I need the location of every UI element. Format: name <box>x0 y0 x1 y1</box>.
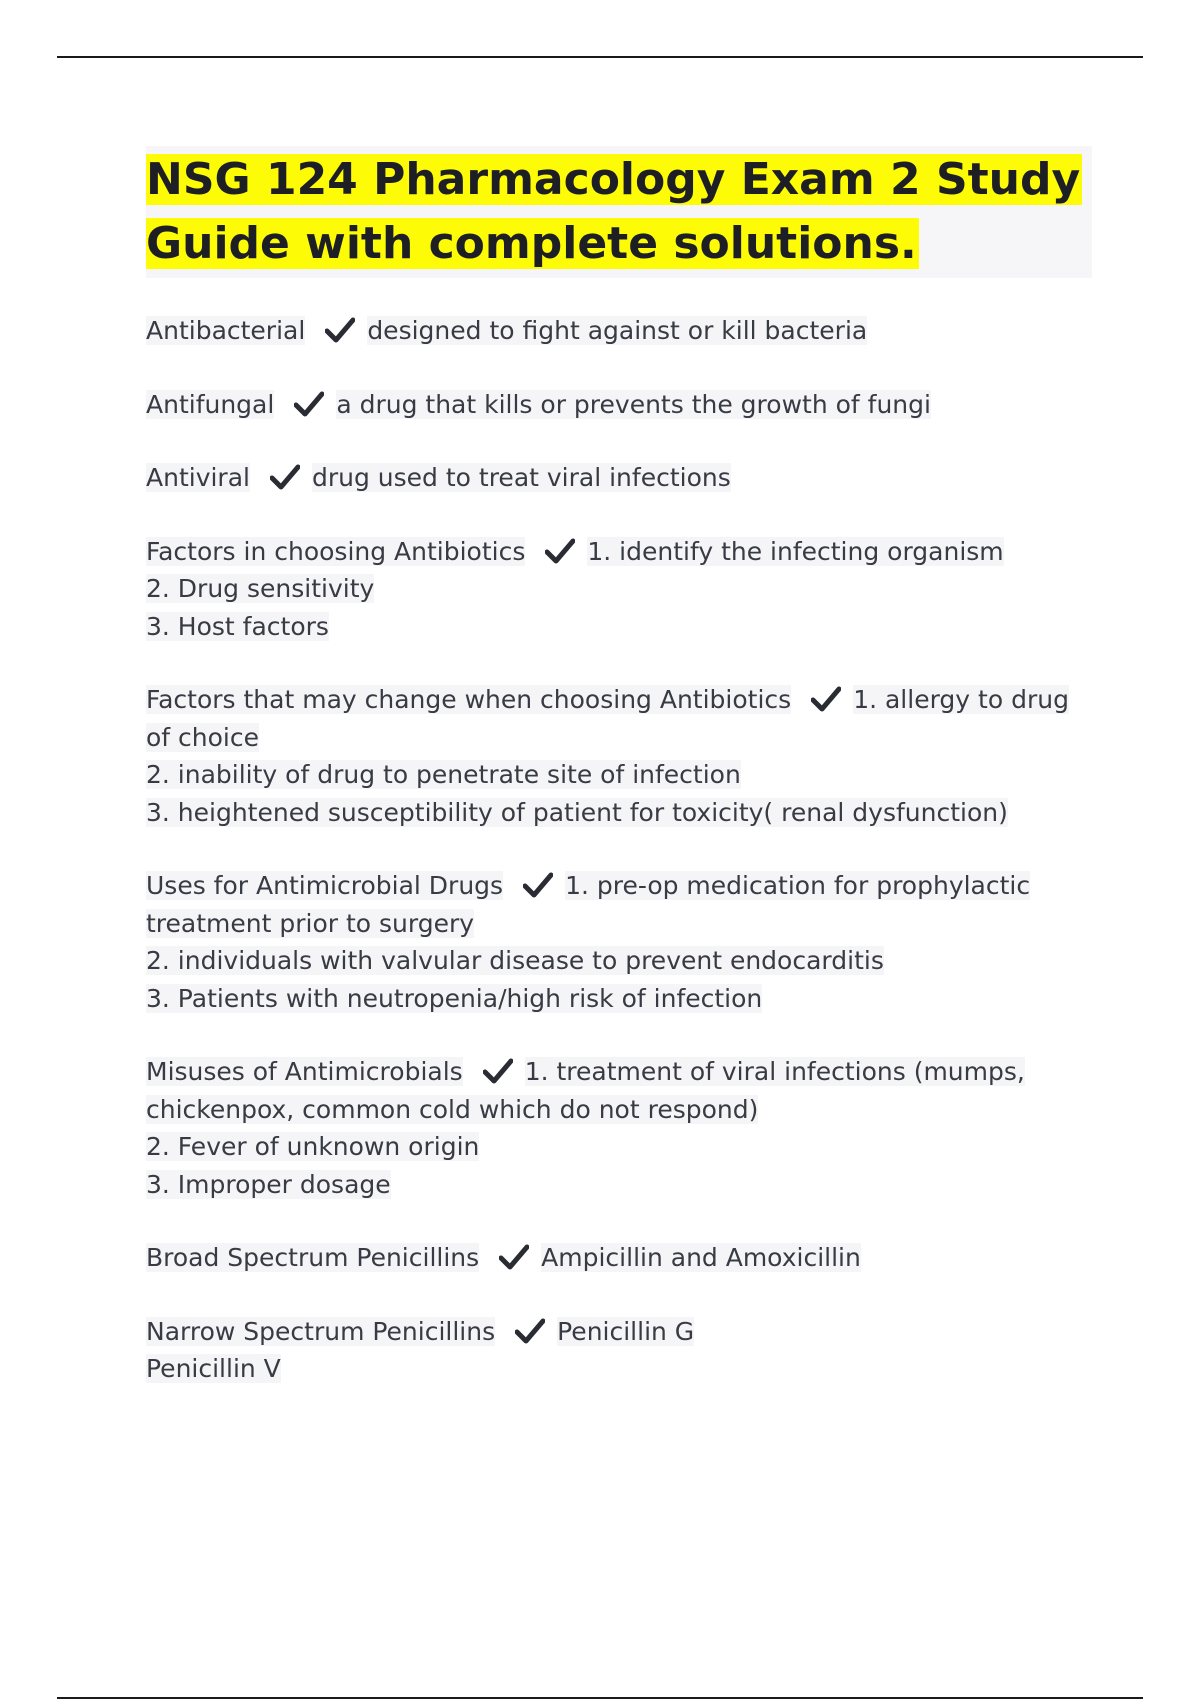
checkmark-icon <box>270 463 300 489</box>
checkmark-icon <box>811 685 841 711</box>
flashcard-entry <box>146 867 1092 1017</box>
entry-definition: 3. Host factors <box>146 611 329 641</box>
entry-continuation-line <box>146 905 1092 943</box>
entry-term: Antifungal <box>146 389 275 419</box>
checkmark-icon <box>523 871 553 897</box>
flashcard-entry <box>146 459 1092 497</box>
entry-term: Broad Spectrum Penicillins <box>146 1243 480 1272</box>
entry-definition: 2. inability of drug to penetrate site of infection <box>146 760 741 789</box>
entry-definition: chickenpox, common cold which do not respond) <box>146 1094 759 1124</box>
entry-continuation-line <box>146 608 1092 646</box>
entry-definition: 1. identify the infecting organism <box>587 536 1004 566</box>
entry-definition: drug used to treat viral infections <box>311 463 731 492</box>
entry-first-line <box>146 867 1092 905</box>
entry-term: Factors that may change when choosing Antibiotics <box>146 685 792 714</box>
entry-first-line <box>146 386 1092 424</box>
entry-continuation-line <box>146 1166 1092 1204</box>
entry-first-line <box>146 312 1092 350</box>
flashcard-list <box>146 312 1092 1388</box>
entry-continuation-line <box>146 794 1092 832</box>
entry-term: Narrow Spectrum Penicillins <box>146 1316 496 1346</box>
flashcard-entry <box>146 386 1092 424</box>
entry-definition: 2. individuals with valvular disease to prevent endocarditis <box>146 946 884 975</box>
checkmark-icon <box>483 1057 513 1083</box>
entry-first-line <box>146 681 1092 719</box>
checkmark-icon <box>325 316 355 342</box>
entry-continuation-line <box>146 1128 1092 1166</box>
bottom-divider <box>57 1697 1143 1699</box>
checkmark-icon <box>515 1317 545 1343</box>
flashcard-entry <box>146 533 1092 646</box>
entry-definition: treatment prior to surgery <box>146 908 475 938</box>
document-body <box>146 146 1092 1424</box>
entry-continuation-line <box>146 1350 1092 1388</box>
entry-definition: designed to fight against or kill bacteria <box>367 316 868 345</box>
title-line-2: Guide with complete solutions. <box>146 218 917 269</box>
entry-definition: 2. Fever of unknown origin <box>146 1132 480 1161</box>
entry-definition: 3. Patients with neutropenia/high risk of infection <box>146 983 763 1013</box>
entry-first-line <box>146 1313 1092 1351</box>
entry-first-line <box>146 1239 1092 1277</box>
entry-definition: 1. treatment of viral infections (mumps, <box>524 1057 1025 1086</box>
entry-term: Misuses of Antimicrobials <box>146 1057 463 1086</box>
flashcard-entry <box>146 1239 1092 1277</box>
top-divider <box>57 56 1143 58</box>
entry-continuation-line <box>146 980 1092 1018</box>
entry-first-line <box>146 1053 1092 1091</box>
flashcard-entry <box>146 1313 1092 1388</box>
flashcard-entry <box>146 312 1092 350</box>
entry-definition: 1. allergy to drug <box>853 685 1069 714</box>
entry-definition: 3. Improper dosage <box>146 1169 391 1199</box>
entry-definition: Penicillin V <box>146 1354 281 1383</box>
page-title <box>146 148 1092 276</box>
entry-first-line <box>146 533 1092 571</box>
checkmark-icon <box>499 1243 529 1269</box>
entry-continuation-line <box>146 1091 1092 1129</box>
flashcard-entry <box>146 1053 1092 1203</box>
entry-definition: 2. Drug sensitivity <box>146 574 375 603</box>
checkmark-icon <box>545 537 575 563</box>
flashcard-entry <box>146 681 1092 831</box>
entry-term: Antiviral <box>146 463 250 492</box>
entry-term: Uses for Antimicrobial Drugs <box>146 871 504 900</box>
entry-first-line <box>146 459 1092 497</box>
entry-continuation-line <box>146 570 1092 608</box>
entry-term: Factors in choosing Antibiotics <box>146 536 526 566</box>
entry-continuation-line <box>146 756 1092 794</box>
entry-definition: 3. heightened susceptibility of patient for toxicity( renal dysfunction) <box>146 797 1008 827</box>
title-block <box>146 146 1092 278</box>
entry-definition: Penicillin G <box>557 1316 695 1346</box>
entry-continuation-line <box>146 719 1092 757</box>
title-line-1: NSG 124 Pharmacology Exam 2 Study <box>146 154 1081 205</box>
entry-definition: Ampicillin and Amoxicillin <box>541 1243 861 1272</box>
checkmark-icon <box>294 390 324 416</box>
entry-definition: 1. pre-op medication for prophylactic <box>565 871 1031 900</box>
entry-continuation-line <box>146 942 1092 980</box>
entry-definition: of choice <box>146 722 260 752</box>
entry-term: Antibacterial <box>146 316 306 345</box>
entry-definition: a drug that kills or prevents the growth of fungi <box>336 389 931 419</box>
